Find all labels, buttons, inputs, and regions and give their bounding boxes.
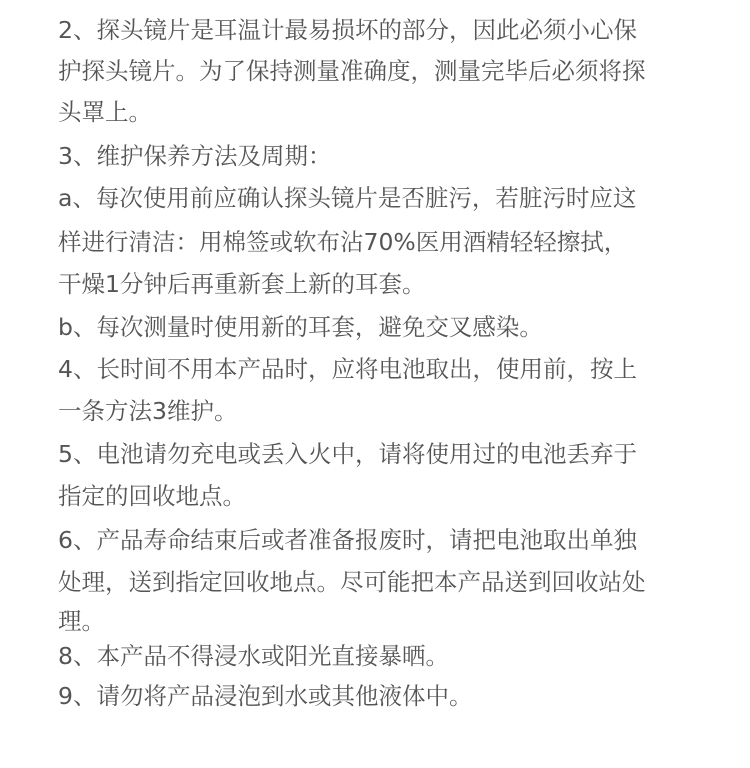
text-line: a、每次使用前应确认探头镜片是否脏污，若脏污时应这 [58,184,637,212]
text-line: 3、维护保养方法及周期： [58,142,332,170]
text-line: 2、探头镜片是耳温计最易损坏的部分，因此必须小心保 [58,16,637,44]
text-line: 一条方法3维护。 [58,397,238,425]
text-line: 头罩上。 [58,98,152,126]
text-line: 处理，送到指定回收地点。尽可能把本产品送到回收站处 [58,568,646,596]
text-line: 4、长时间不用本产品时，应将电池取出，使用前，按上 [58,355,637,383]
text-line: 样进行清洁：用棉签或软布沾70%医用酒精轻轻擦拭， [58,228,628,256]
text-line: 8、本产品不得浸水或阳光直接暴晒。 [58,642,449,670]
text-line: 6、产品寿命结束后或者准备报废时，请把电池取出单独 [58,526,637,554]
text-line: 5、电池请勿充电或丢入火中，请将使用过的电池丢弃于 [58,440,637,468]
text-line: 指定的回收地点。 [58,482,246,510]
text-line: 干燥1分钟后再重新套上新的耳套。 [58,270,426,298]
text-line: b、每次测量时使用新的耳套，避免交叉感染。 [58,313,543,341]
text-line: 9、请勿将产品浸泡到水或其他液体中。 [58,682,473,710]
text-line: 理。 [58,607,105,635]
text-line: 护探头镜片。为了保持测量准确度，测量完毕后必须将探 [58,57,646,85]
